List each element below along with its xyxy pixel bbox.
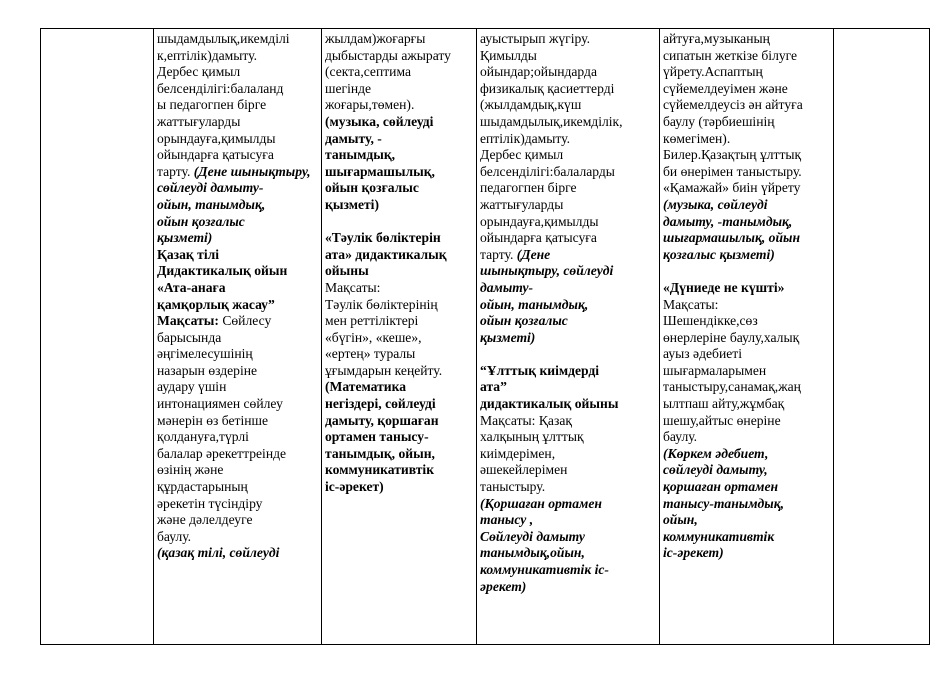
text-run: ауыстырып жүгіру. Қимылды ойындар;ойындарда физикалық қасиеттерді (жылдамдық,күш шыдамдылық,икемділік, ептілік)дамыту. Дербес қимыл белсенділігі:балаларды педагогпен бірге жаттығуларды орындауға,қимылды ойындарға қатысуға тарту. (480, 31, 623, 262)
table-row (41, 29, 930, 645)
text-run: Қазақ тілі Дидактикалық ойын «Ата-анаға қамқорлық жасау” Мақсаты: (157, 246, 288, 329)
activity-cell (322, 29, 477, 645)
activity-cell (660, 29, 834, 645)
text-run: (Көркем әдебиет, сөйлеуді дамыту, қоршаған ортамен танысу-танымдық, ойын, коммуникативтік іс-әрекет) (663, 445, 784, 561)
text-run: Мақсаты: Тәулік бөліктерінің мен реттіліктері «бүгін», «кеше», «ертең» туралы ұғымдарын кеңейту. (325, 279, 443, 378)
empty-cell-right (834, 29, 930, 645)
text-run: (музыка, сөйлеуді дамыту, -танымдық, шығармашылық, ойын қозғалыс қызметі) (663, 196, 800, 262)
cell-text (157, 31, 318, 562)
text-run: Мақсаты: Қазақ халқының ұлттық киімдерімен, әшекейлерімен таныстыру. (480, 412, 584, 495)
text-run: Сөйлесу барысында әңгімелесушінің назарын өздеріне аудару үшін интонациямен сөйлеу мәнерін өз бетінше қолдануға,түрлі балалар әрекеттреінде өзінің және құрдастарының әрекетін түсіндіру және дәлелдеуге баулу. (157, 313, 287, 544)
text-run: (Қоршаған ортамен танысу , Сөйлеуді дамыту танымдық,ойын, коммуникативтік іс- әрекет) (480, 495, 609, 594)
text-run: шыдамдылық,икемділі к,ептілік)дамыту. Дербес қимыл белсенділігі:балаланд ы педагогпен бірге жаттығуларды орындауға,қимылды ойындарға қатысуға тарту. (157, 31, 290, 179)
text-run: “Ұлттық киімдерді ата” дидактикалық ойыны (480, 362, 619, 412)
text-run: (музыка, сөйлеуді дамыту, - танымдық, шығармашылық, ойын қозғалыс қызметі) «Тәулік бөліктерін ата» дидактикалық ойыны (325, 113, 447, 279)
text-run: (Дене шынықтыру, сөйлеуді дамыту- ойын, танымдық, ойын қозғалыс қызметі) (157, 163, 311, 246)
activity-cell (477, 29, 660, 645)
cell-text (325, 31, 473, 496)
activity-cell (154, 29, 322, 645)
text-run: Мақсаты: Шешендікке,сөз өнерлеріне баулу,халық ауыз әдебиеті шығармаларымен таныстыру,санамақ,жаң ылтпаш айту,жұмбақ шешу,айтыс өнеріне баулу. (663, 296, 801, 445)
cell-text (663, 31, 830, 562)
text-run: (Математика негіздері, сөйлеуді дамыту, қоршаған ортамен танысу- танымдық, ойын, коммуникативтік іс-әрекет) (325, 379, 439, 495)
text-run: (қазақ тілі, сөйлеуді (157, 545, 280, 561)
cell-text (480, 31, 656, 595)
text-run: «Дүниеде не күшті» (663, 279, 785, 295)
text-run: айтуға,музыканың сипатын жеткізе білуге үйрету.Аспаптың сүйемелдеуімен және сүйемелдеусіз ән айтуға баулу (тәрбиешінің көмегімен). Билер.Қазақтың ұлттық би өнерімен таныстыру. «Қамажай» биін үйрету (663, 31, 803, 196)
plan-table (40, 28, 930, 645)
text-run: (Дене шынықтыру, сөйлеуді дамыту- ойын, танымдық, ойын қозғалыс қызметі) (480, 246, 614, 345)
empty-cell-left (41, 29, 154, 645)
text-run: жылдам)жоғарғы дыбыстарды ажырату (секта,септима шегінде жоғары,төмен). (325, 31, 451, 113)
